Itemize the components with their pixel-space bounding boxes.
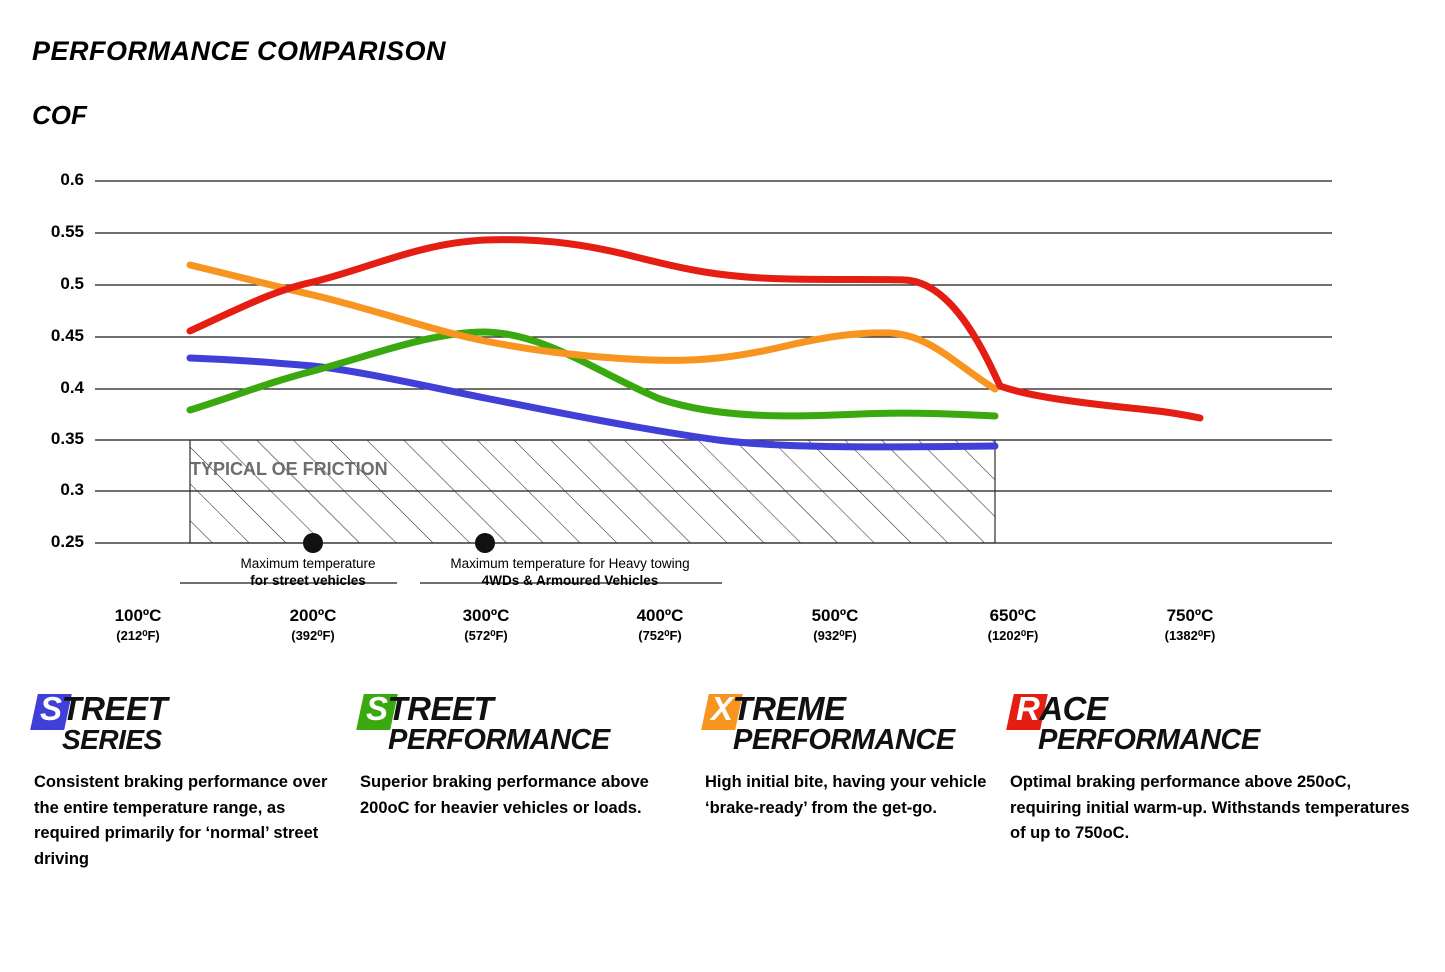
logo-race-performance: [1010, 688, 1412, 760]
x-tick-650c: [943, 606, 1083, 644]
typical-oe-friction-band: [190, 440, 995, 543]
legend-item-xtreme-performance: [705, 688, 1010, 872]
x-tick-300c: [416, 606, 556, 644]
logo-word-1: [40, 690, 167, 728]
logo-word-1: [366, 690, 493, 728]
x-tick-300c-label: 300ºC: [462, 606, 510, 625]
logo-word-2: PERFORMANCE: [1038, 724, 1260, 756]
y-tick-2: 0.5: [60, 274, 84, 293]
logo-word-2: SERIES: [62, 724, 162, 755]
y-tick-4: 0.4: [60, 378, 84, 397]
typical-oe-friction-label: [190, 458, 388, 481]
x-tick-750c: [1120, 606, 1260, 644]
x-tick-400c-fahrenheit: (752⁰F): [638, 628, 682, 643]
logo-street-performance: [360, 688, 687, 760]
x-tick-650c-label: 650ºC: [989, 606, 1037, 625]
logo-word-1: [1016, 690, 1108, 728]
logo-word-2: PERFORMANCE: [733, 724, 955, 756]
annotation-300c-line1: Maximum temperature for Heavy towing: [450, 556, 690, 571]
x-tick-500c-label: 500ºC: [811, 606, 859, 625]
y-tick-3: 0.45: [50, 326, 84, 345]
annotation-dot-300c: [475, 533, 495, 553]
x-tick-200c-label: 200ºC: [289, 606, 337, 625]
annotation-200c-line2: for street vehicles: [250, 572, 366, 588]
page-title: PERFORMANCE COMPARISON: [32, 36, 447, 66]
x-tick-400c: [590, 606, 730, 644]
annotation-dot-200c: [303, 533, 323, 553]
logo-word-1: [711, 690, 846, 728]
x-tick-500c: [765, 606, 905, 644]
legend-item-street-series: [0, 688, 360, 872]
annotation-caption-300c: [420, 556, 720, 590]
series-line-race-performance: [190, 240, 1200, 418]
y-tick-0: 0.6: [60, 170, 84, 189]
y-axis-title: COF: [32, 100, 87, 130]
logo-street-series: [34, 688, 342, 760]
legend-item-race-performance: [1010, 688, 1430, 872]
logo-initial-letter: X: [711, 690, 733, 727]
logo-initial-letter: R: [1016, 690, 1040, 727]
logo-initial-letter: S: [366, 690, 388, 727]
y-tick-5: 0.35: [50, 429, 84, 448]
y-tick-1: 0.55: [50, 222, 84, 241]
logo-xtreme-performance: [705, 688, 992, 760]
logo-word1-text: TREME: [732, 690, 846, 727]
legend: [0, 688, 1445, 872]
annotation-200c-line1: Maximum temperature: [240, 556, 376, 571]
logo-word1-text: TREET: [387, 690, 494, 727]
x-tick-750c-fahrenheit: (1382⁰F): [1164, 628, 1216, 643]
legend-description: Optimal braking performance above 250oC, requiring initial warm-up. Withstands temperatures of up to 750oC.: [1010, 773, 1410, 843]
logo-word-2: PERFORMANCE: [388, 724, 610, 756]
y-tick-7: 0.25: [50, 532, 84, 551]
logo-initial-letter: S: [40, 690, 62, 727]
x-tick-650c-fahrenheit: (1202⁰F): [987, 628, 1039, 643]
x-tick-100c: [68, 606, 208, 644]
x-tick-100c-label: 100ºC: [114, 606, 162, 625]
x-tick-500c-fahrenheit: (932⁰F): [813, 628, 857, 643]
x-tick-400c-label: 400ºC: [636, 606, 684, 625]
x-tick-200c: [243, 606, 383, 644]
y-tick-6: 0.3: [60, 480, 84, 499]
series-line-street-performance: [190, 332, 995, 416]
logo-word1-text: ACE: [1039, 690, 1108, 727]
x-tick-200c-fahrenheit: (392⁰F): [291, 628, 335, 643]
annotation-300c-line2: 4WDs & Armoured Vehicles: [481, 572, 659, 588]
x-tick-750c-label: 750ºC: [1166, 606, 1214, 625]
legend-description: High initial bite, having your vehicle ‘brake-ready’ from the get-go.: [705, 773, 987, 817]
legend-description: Consistent braking performance over the entire temperature range, as required primarily for ‘normal’ street driving: [34, 773, 328, 868]
x-tick-300c-fahrenheit: (572⁰F): [464, 628, 508, 643]
legend-description: Superior braking performance above 200oC for heavier vehicles or loads.: [360, 773, 649, 817]
x-tick-100c-fahrenheit: (212⁰F): [116, 628, 160, 643]
annotation-caption-200c: [218, 556, 398, 590]
legend-item-street-performance: [360, 688, 705, 872]
logo-word1-text: TREET: [61, 690, 168, 727]
oe-label-line1: TYPICAL OE FRICTION: [190, 459, 388, 479]
